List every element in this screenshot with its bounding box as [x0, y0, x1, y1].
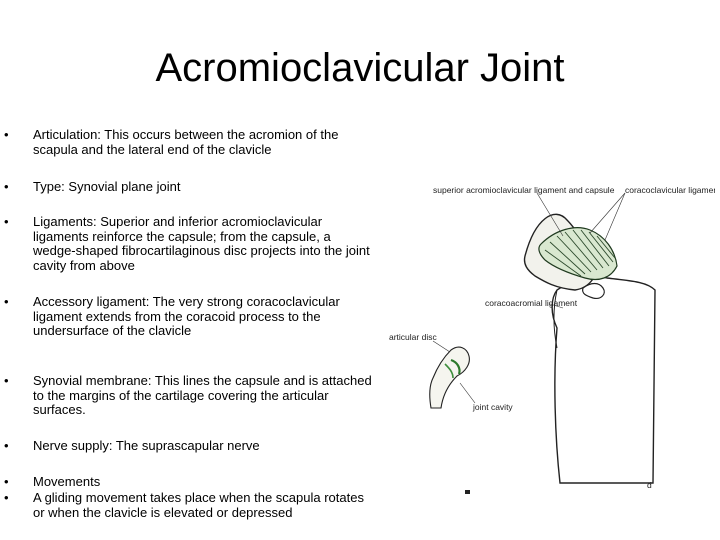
bullet-marker: •: [4, 294, 9, 309]
bullet-marker: •: [4, 474, 9, 489]
bullet-marker: •: [4, 127, 9, 142]
bullet-text: Nerve supply: The suprascapular nerve: [33, 438, 260, 453]
bullet-marker: •: [4, 179, 9, 194]
bullet-marker: •: [4, 373, 9, 388]
small-marker-square: [465, 490, 470, 494]
label-corner-mark: d: [647, 480, 652, 490]
bullet-text: Type: Synovial plane joint: [33, 179, 181, 194]
label-coracoacromial-ligament: coracoacromial ligament: [485, 298, 578, 308]
bullet-text: Synovial membrane: This lines the capsule and is attached to the margins of the cartilage covering the articular surfaces.: [33, 373, 372, 417]
bullet-marker: •: [4, 438, 9, 453]
bullet-text: Articulation: This occurs between the acromion of the scapula and the lateral end of the clavicle: [33, 127, 339, 157]
slide-title: Acromioclavicular Joint: [155, 46, 565, 90]
bullet-marker: •: [4, 214, 9, 229]
bullet-text: Movements: [33, 474, 101, 489]
acromioclavicular-joint-illustration: [385, 178, 715, 498]
bullet-text: Accessory ligament: The very strong coracoclavicular ligament extends from the coracoid process to the undersurface of the clavicle: [33, 294, 340, 338]
label-joint-cavity: joint cavity: [473, 402, 513, 412]
bullet-text: A gliding movement takes place when the scapula rotates or when the clavicle is elevated or depressed: [33, 490, 364, 520]
label-superior-ligament: superior acromioclavicular ligament and capsule: [433, 185, 615, 195]
label-coracoclavicular-ligament: coracoclavicular ligament: [625, 185, 715, 195]
inset-joint-shape: [430, 347, 470, 408]
bullet-marker: •: [4, 490, 9, 505]
label-articular-disc: articular disc: [389, 332, 437, 342]
bullet-text: Ligaments: Superior and inferior acromioclavicular ligaments reinforce the capsule; from the capsule, a wedge-shaped fibrocartilaginous disc projects into the joint cavity from above: [33, 214, 370, 273]
